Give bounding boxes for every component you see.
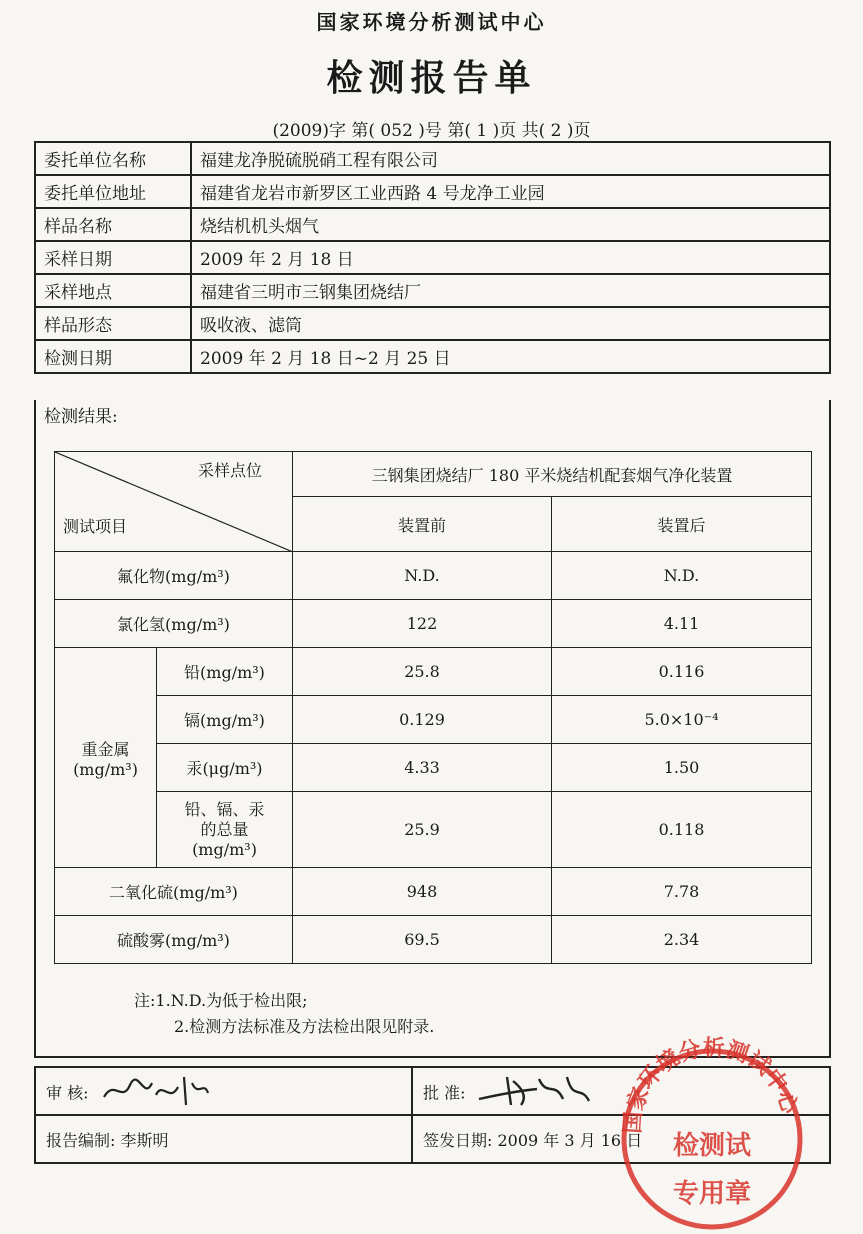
value-after: N.D.	[552, 552, 812, 600]
sample-name: 烧结机机头烟气	[191, 208, 830, 241]
sampling-site-header: 三钢集团烧结厂 180 平米烧结机配套烟气净化装置	[293, 452, 812, 497]
value-before: 69.5	[293, 916, 552, 964]
info-label: 检测日期	[35, 340, 191, 373]
value-before: N.D.	[293, 552, 552, 600]
results-table	[54, 451, 812, 964]
info-row	[35, 142, 830, 175]
item-name: 氟化物(mg/m³)	[55, 552, 293, 600]
item-name: 镉(mg/m³)	[157, 696, 293, 744]
value-after: 1.50	[552, 744, 812, 792]
value-after: 0.116	[552, 648, 812, 696]
note-line: 注:1.N.D.为低于检出限;	[134, 991, 308, 1010]
stamp-middle-text: 检测试	[672, 1131, 752, 1161]
info-label: 样品名称	[35, 208, 191, 241]
svg-text:国家环境分析测试中心	[621, 1035, 803, 1134]
value-after: 4.11	[552, 600, 812, 648]
info-row	[35, 274, 830, 307]
test-date: 2009 年 2 月 18 日~2 月 25 日	[191, 340, 830, 373]
after-column-header: 装置后	[552, 497, 812, 552]
value-after: 0.118	[552, 792, 812, 868]
info-row	[35, 175, 830, 208]
total-label-line: 铅、镉、汞	[184, 799, 265, 819]
table-row	[55, 552, 812, 600]
value-before: 0.129	[293, 696, 552, 744]
sampling-point-header: 采样点位	[197, 461, 262, 480]
item-name	[157, 792, 293, 868]
before-column-header: 装置前	[293, 497, 552, 552]
value-before: 4.33	[293, 744, 552, 792]
approver-signature	[477, 1076, 627, 1106]
organization-name: 国家环境分析测试中心	[316, 10, 547, 34]
value-before: 25.9	[293, 792, 552, 868]
info-row	[35, 208, 830, 241]
client-address: 福建省龙岩市新罗区工业西路 4 号龙净工业园	[191, 175, 830, 208]
results-label: 检测结果:	[44, 407, 118, 427]
total-label-line: (mg/m³)	[192, 839, 257, 859]
heavy-metals-label: 重金属	[81, 739, 130, 759]
stamp-arc-text: 国家环境分析测试中心	[620, 1035, 802, 1135]
results-header-row	[55, 452, 812, 497]
reviewer-signature	[100, 1076, 210, 1106]
stamp-bottom-text: 专用章	[672, 1179, 752, 1209]
diagonal-header-cell	[55, 452, 293, 552]
table-row	[55, 600, 812, 648]
approver-label: 批 准:	[423, 1083, 466, 1103]
value-before: 948	[293, 868, 552, 916]
compiler-cell	[35, 1115, 412, 1163]
value-before: 122	[293, 600, 552, 648]
test-item-header: 测试项目	[63, 517, 128, 536]
sampling-site: 福建省三明市三钢集团烧结厂	[191, 274, 830, 307]
value-after: 5.0×10⁻⁴	[552, 696, 812, 744]
info-row	[35, 307, 830, 340]
stamp-seal-icon	[612, 1034, 812, 1234]
notes	[134, 988, 434, 1040]
client-name: 福建龙净脱硫脱硝工程有限公司	[191, 142, 830, 175]
info-label: 采样地点	[35, 274, 191, 307]
document-number: (2009)字 第( 052 )号 第( 1 )页 共( 2 )页	[272, 121, 591, 141]
info-row	[35, 241, 830, 274]
info-label: 样品形态	[35, 307, 191, 340]
info-label: 委托单位地址	[35, 175, 191, 208]
issue-date: 2009 年 3 月 16 日	[497, 1130, 643, 1150]
table-row	[55, 648, 812, 696]
reviewer-cell	[35, 1067, 412, 1115]
item-name: 二氧化硫(mg/m³)	[55, 868, 293, 916]
item-name: 铅(mg/m³)	[157, 648, 293, 696]
issue-date-label: 签发日期:	[423, 1130, 493, 1150]
table-row	[55, 696, 812, 744]
item-name: 硫酸雾(mg/m³)	[55, 916, 293, 964]
value-before: 25.8	[293, 648, 552, 696]
heavy-metals-unit: (mg/m³)	[73, 759, 138, 779]
official-stamp	[612, 1034, 812, 1234]
table-row	[55, 744, 812, 792]
table-row	[55, 792, 812, 868]
compiler-name: 李斯明	[120, 1130, 169, 1150]
item-name: 氯化氢(mg/m³)	[55, 600, 293, 648]
compiler-label: 报告编制:	[46, 1130, 116, 1150]
value-after: 2.34	[552, 916, 812, 964]
heavy-metals-group	[55, 648, 157, 868]
item-name: 汞(μg/m³)	[157, 744, 293, 792]
report-title: 检测报告单	[326, 57, 537, 99]
sample-form: 吸收液、滤筒	[191, 307, 830, 340]
info-row	[35, 340, 830, 373]
note-line: 2.检测方法标准及方法检出限见附录.	[174, 1017, 435, 1036]
table-row	[55, 868, 812, 916]
value-after: 7.78	[552, 868, 812, 916]
total-label-line: 的总量	[200, 819, 249, 839]
info-label: 采样日期	[35, 241, 191, 274]
reviewer-label: 审 核:	[46, 1083, 89, 1103]
info-label: 委托单位名称	[35, 142, 191, 175]
table-row	[55, 916, 812, 964]
sampling-date: 2009 年 2 月 18 日	[191, 241, 830, 274]
sample-info-table	[34, 141, 831, 374]
